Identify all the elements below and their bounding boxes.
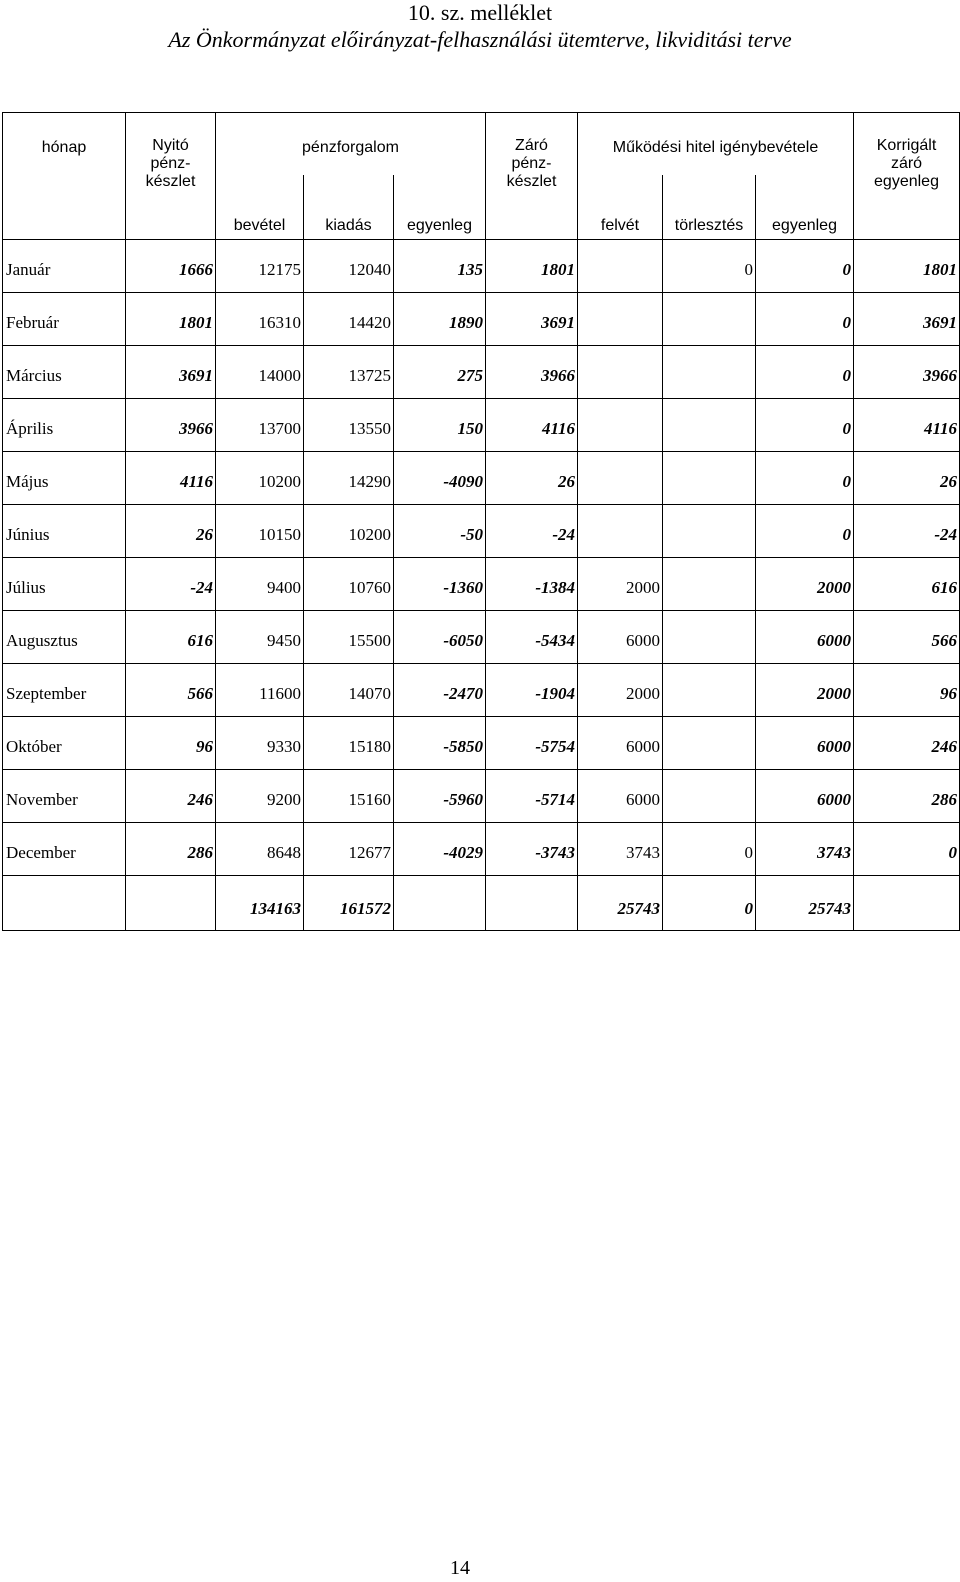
month-cell: Április [3,399,126,452]
zaro-cell: -5754 [486,717,578,770]
table-row [3,452,960,505]
korrigalt-cell: 286 [854,770,960,823]
table-row [3,240,960,293]
felvet-cell: 6000 [578,611,663,664]
felvet-cell: 2000 [578,664,663,717]
totals-korrigalt-cell [854,876,960,931]
header-hitel [578,113,854,176]
hitel-egyenleg-cell: 6000 [756,770,854,823]
table-row [3,717,960,770]
document-title: 10. sz. melléklet [407,0,553,25]
korrigalt-cell: 4116 [854,399,960,452]
felvet-cell [578,346,663,399]
total-hitel-egyenleg-cell: 25743 [756,876,854,931]
bevetel-cell: 10200 [216,452,304,505]
kiadas-cell: 13550 [304,399,394,452]
bevetel-cell: 10150 [216,505,304,558]
month-cell: Október [3,717,126,770]
nyito-cell: 566 [126,664,216,717]
table-row [3,346,960,399]
korrigalt-cell: 0 [854,823,960,876]
total-torlesztes-cell: 0 [663,876,756,931]
header-penzforgalom-label: pénzforgalom [302,139,399,156]
header-row-top [3,113,960,176]
header-hitel-egyenleg: egyenleg [756,175,854,240]
total-felvet-cell: 25743 [578,876,663,931]
month-cell: Január [3,240,126,293]
egyenleg-cell: -4090 [394,452,486,505]
month-cell: Július [3,558,126,611]
month-cell: Augusztus [3,611,126,664]
liquidity-plan-table [2,112,960,931]
kiadas-cell: 14290 [304,452,394,505]
nyito-cell: -24 [126,558,216,611]
felvet-cell: 6000 [578,770,663,823]
totals-row [3,876,960,931]
zaro-cell: -1904 [486,664,578,717]
torlesztes-cell [663,770,756,823]
kiadas-cell: 15180 [304,717,394,770]
header-torlesztes: törlesztés [663,175,756,240]
header-nyito-line1: Nyitó [152,137,189,154]
egyenleg-cell: 1890 [394,293,486,346]
totals-label-cell [3,876,126,931]
torlesztes-cell [663,346,756,399]
page-number: 14 [450,1557,470,1579]
zaro-cell: 4116 [486,399,578,452]
table-row [3,611,960,664]
month-cell: Május [3,452,126,505]
nyito-cell: 616 [126,611,216,664]
felvet-cell [578,505,663,558]
nyito-cell: 1801 [126,293,216,346]
month-cell: Március [3,346,126,399]
hitel-egyenleg-cell: 0 [756,240,854,293]
nyito-cell: 3966 [126,399,216,452]
zaro-cell: -5714 [486,770,578,823]
zaro-cell: -5434 [486,611,578,664]
hitel-egyenleg-cell: 2000 [756,558,854,611]
felvet-cell [578,293,663,346]
korrigalt-cell: 26 [854,452,960,505]
korrigalt-cell: 246 [854,717,960,770]
bevetel-cell: 9450 [216,611,304,664]
hitel-egyenleg-cell: 0 [756,452,854,505]
egyenleg-cell: 150 [394,399,486,452]
torlesztes-cell: 0 [663,240,756,293]
egyenleg-cell: -50 [394,505,486,558]
table-row [3,770,960,823]
totals-zaro-cell [486,876,578,931]
hitel-egyenleg-cell: 2000 [756,664,854,717]
felvet-cell [578,399,663,452]
korrigalt-cell: 3691 [854,293,960,346]
korrigalt-cell: 566 [854,611,960,664]
totals-egyenleg-cell [394,876,486,931]
hitel-egyenleg-cell: 6000 [756,717,854,770]
kiadas-cell: 14420 [304,293,394,346]
table-row [3,558,960,611]
header-nyito-line2: pénz- [150,155,191,172]
kiadas-cell: 10760 [304,558,394,611]
zaro-cell: -3743 [486,823,578,876]
kiadas-cell: 13725 [304,346,394,399]
header-korrigalt-line2: záró [890,155,923,172]
torlesztes-cell [663,717,756,770]
document-subtitle: Az Önkormányzat előirányzat-felhasználási ütemterve, likviditási terve [168,27,792,52]
nyito-cell: 246 [126,770,216,823]
header-nyito [126,113,216,240]
header-korrigalt-line1: Korrigált [876,137,937,154]
korrigalt-cell: 3966 [854,346,960,399]
nyito-cell: 3691 [126,346,216,399]
egyenleg-cell: -4029 [394,823,486,876]
hitel-egyenleg-cell: 6000 [756,611,854,664]
egyenleg-cell: -5960 [394,770,486,823]
bevetel-cell: 9200 [216,770,304,823]
torlesztes-cell [663,664,756,717]
felvet-cell: 3743 [578,823,663,876]
nyito-cell: 4116 [126,452,216,505]
nyito-cell: 26 [126,505,216,558]
kiadas-cell: 15160 [304,770,394,823]
felvet-cell: 6000 [578,717,663,770]
month-cell: November [3,770,126,823]
bevetel-cell: 12175 [216,240,304,293]
kiadas-cell: 15500 [304,611,394,664]
korrigalt-cell: 1801 [854,240,960,293]
torlesztes-cell [663,293,756,346]
hitel-egyenleg-cell: 3743 [756,823,854,876]
header-nyito-line3: készlet [145,173,196,190]
egyenleg-cell: -1360 [394,558,486,611]
header-zaro [486,113,578,240]
bevetel-cell: 9400 [216,558,304,611]
header-korrigalt [854,113,960,240]
nyito-cell: 286 [126,823,216,876]
month-cell: Február [3,293,126,346]
zaro-cell: 3691 [486,293,578,346]
header-zaro-line2: pénz- [511,155,552,172]
bevetel-cell: 16310 [216,293,304,346]
zaro-cell: -1384 [486,558,578,611]
hitel-egyenleg-cell: 0 [756,346,854,399]
kiadas-cell: 12677 [304,823,394,876]
table-row [3,823,960,876]
zaro-cell: -24 [486,505,578,558]
felvet-cell [578,452,663,505]
torlesztes-cell [663,452,756,505]
korrigalt-cell: 96 [854,664,960,717]
torlesztes-cell [663,611,756,664]
bevetel-cell: 14000 [216,346,304,399]
kiadas-cell: 14070 [304,664,394,717]
month-cell: December [3,823,126,876]
egyenleg-cell: -6050 [394,611,486,664]
torlesztes-cell [663,399,756,452]
zaro-cell: 3966 [486,346,578,399]
header-felvet: felvét [578,175,663,240]
egyenleg-cell: -2470 [394,664,486,717]
hitel-egyenleg-cell: 0 [756,399,854,452]
header-honap-label: hónap [41,139,87,156]
zaro-cell: 1801 [486,240,578,293]
header-kiadas: kiadás [304,175,394,240]
table-row [3,664,960,717]
kiadas-cell: 10200 [304,505,394,558]
header-zaro-line1: Záró [515,137,548,154]
total-bevetel-cell: 134163 [216,876,304,931]
hitel-egyenleg-cell: 0 [756,505,854,558]
torlesztes-cell: 0 [663,823,756,876]
felvet-cell: 2000 [578,558,663,611]
torlesztes-cell [663,505,756,558]
egyenleg-cell: 275 [394,346,486,399]
header-hitel-label: Működési hitel igénybevétele [612,139,819,156]
torlesztes-cell [663,558,756,611]
kiadas-cell: 12040 [304,240,394,293]
bevetel-cell: 9330 [216,717,304,770]
table-row [3,505,960,558]
header-egyenleg: egyenleg [394,175,486,240]
month-cell: Június [3,505,126,558]
korrigalt-cell: -24 [854,505,960,558]
bevetel-cell: 11600 [216,664,304,717]
bevetel-cell: 13700 [216,399,304,452]
total-kiadas-cell: 161572 [304,876,394,931]
table-row [3,399,960,452]
nyito-cell: 96 [126,717,216,770]
header-zaro-line3: készlet [506,173,557,190]
header-penzforgalom [216,113,486,176]
bevetel-cell: 8648 [216,823,304,876]
nyito-cell: 1666 [126,240,216,293]
felvet-cell [578,240,663,293]
egyenleg-cell: 135 [394,240,486,293]
hitel-egyenleg-cell: 0 [756,293,854,346]
month-cell: Szeptember [3,664,126,717]
korrigalt-cell: 616 [854,558,960,611]
zaro-cell: 26 [486,452,578,505]
header-honap [3,113,126,240]
table-row [3,293,960,346]
header-korrigalt-line3: egyenleg [874,173,939,190]
totals-nyito-cell [126,876,216,931]
header-bevetel: bevétel [216,175,304,240]
egyenleg-cell: -5850 [394,717,486,770]
